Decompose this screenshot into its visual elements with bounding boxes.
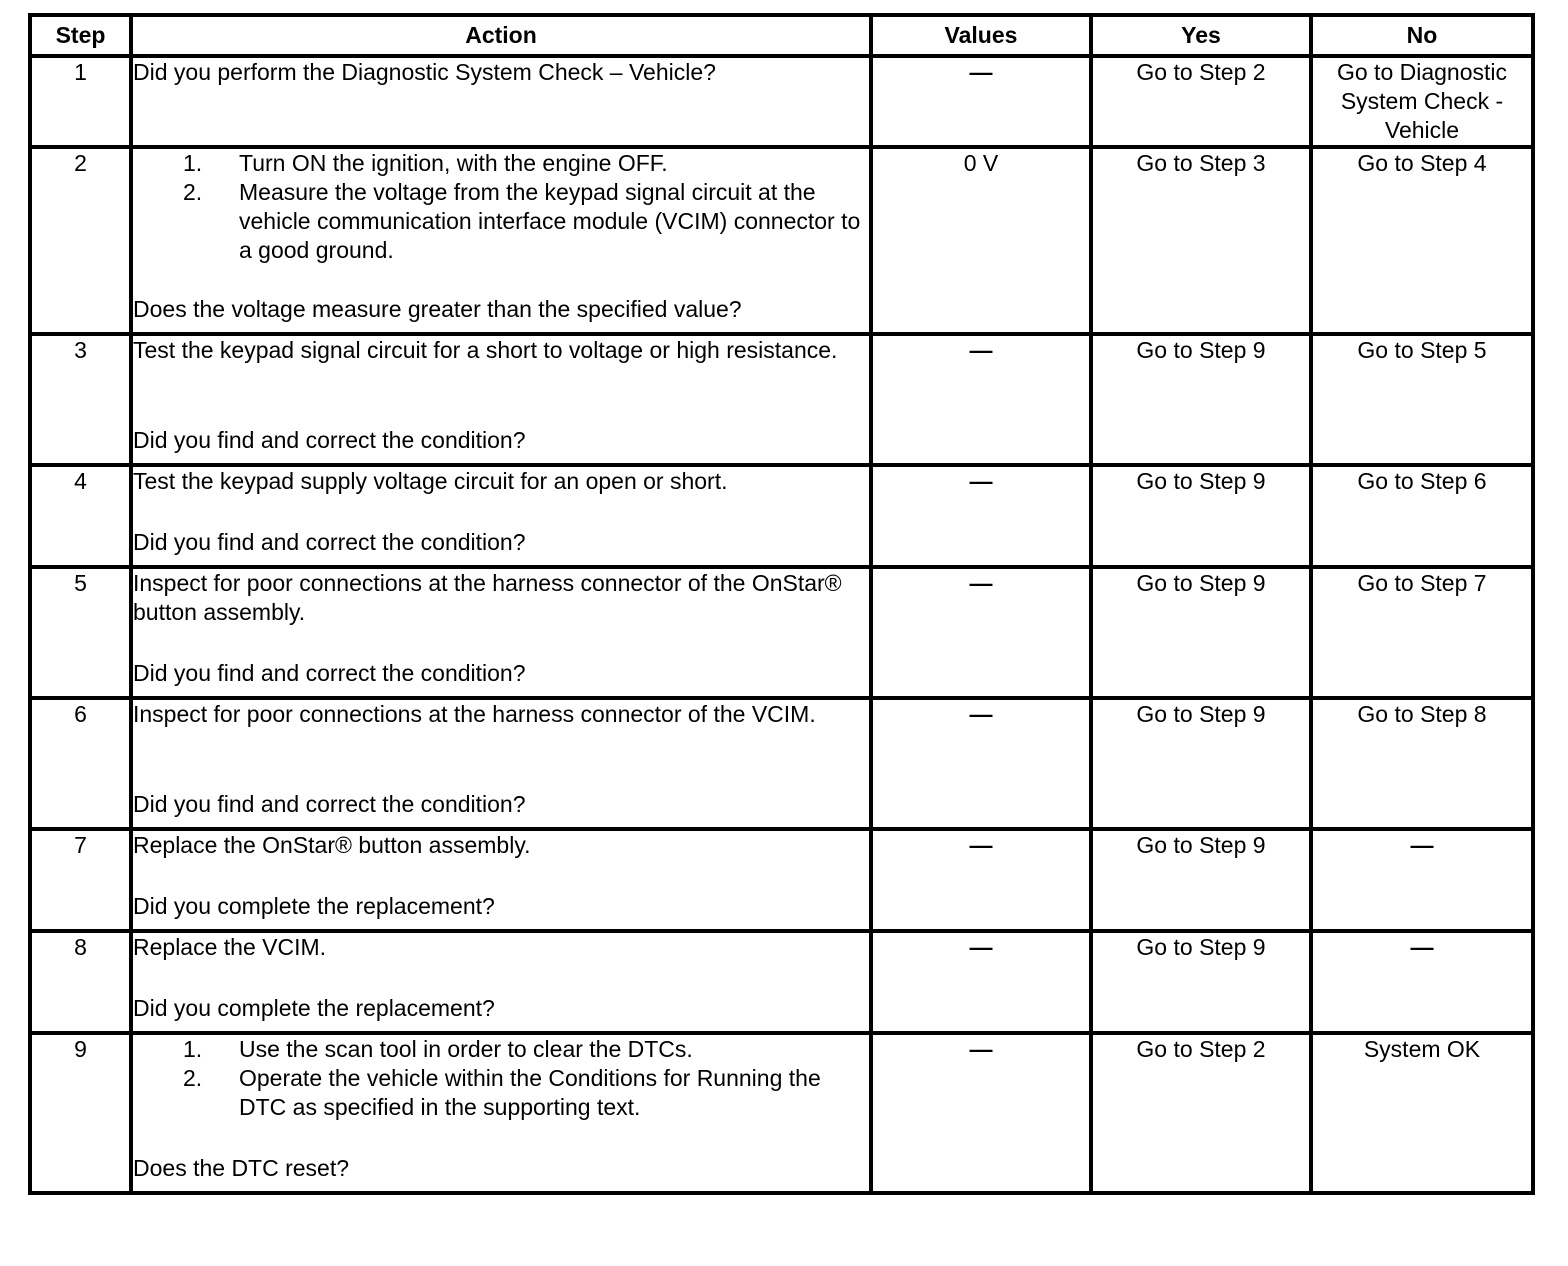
action-body: [133, 149, 869, 265]
yes-cell: Go to Step 3: [1091, 147, 1311, 334]
action-text: Did you perform the Diagnostic System Check – Vehicle?: [133, 59, 716, 85]
action-question: Did you complete the replacement?: [133, 893, 495, 919]
step-number: 5: [30, 567, 131, 698]
no-cell: Go to Step 4: [1311, 147, 1533, 334]
yes-cell: Go to Step 2: [1091, 56, 1311, 147]
action-body: [133, 1035, 869, 1122]
action-cell: [131, 829, 871, 931]
step-number: 6: [30, 698, 131, 829]
table-row: [30, 829, 1533, 931]
action-cell: [131, 334, 871, 465]
table-row: [30, 147, 1533, 334]
action-list-item: 2. Measure the voltage from the keypad signal circuit at the vehicle communication interface module (VCIM) connector to a good ground.: [183, 179, 861, 263]
action-text: Inspect for poor connections at the harness connector of the OnStar® button assembly.: [133, 570, 842, 625]
action-question: Did you find and correct the condition?: [133, 427, 526, 453]
action-question: Did you find and correct the condition?: [133, 791, 526, 817]
action-body: [133, 831, 869, 860]
step-number: 7: [30, 829, 131, 931]
action-text: Test the keypad signal circuit for a short to voltage or high resistance.: [133, 337, 838, 363]
table-row: [30, 698, 1533, 829]
yes-cell: Go to Step 2: [1091, 1033, 1311, 1193]
action-list: [133, 149, 869, 265]
header-row: [30, 15, 1533, 56]
step-number: 9: [30, 1033, 131, 1193]
action-list-item: 2. Operate the vehicle within the Conditions for Running the DTC as specified in the supporting text.: [183, 1065, 821, 1120]
action-list-item: 1. Turn ON the ignition, with the engine OFF.: [183, 150, 668, 176]
no-cell: Go to Diagnostic System Check - Vehicle: [1311, 56, 1533, 147]
value-cell: —: [871, 567, 1091, 698]
action-cell: [131, 567, 871, 698]
step-number: 4: [30, 465, 131, 567]
table-row: [30, 334, 1533, 465]
action-text: Replace the OnStar® button assembly.: [133, 832, 531, 858]
action-question: Does the DTC reset?: [133, 1155, 350, 1181]
action-body: [133, 336, 869, 365]
action-cell: [131, 465, 871, 567]
value-cell: —: [871, 1033, 1091, 1193]
action-question: Did you complete the replacement?: [133, 995, 495, 1021]
action-text: Inspect for poor connections at the harness connector of the VCIM.: [133, 701, 816, 727]
no-cell: Go to Step 8: [1311, 698, 1533, 829]
no-cell: Go to Step 6: [1311, 465, 1533, 567]
step-number: 1: [30, 56, 131, 147]
value-cell: —: [871, 465, 1091, 567]
action-cell: [131, 56, 871, 147]
table-row: [30, 56, 1533, 147]
no-cell: Go to Step 7: [1311, 567, 1533, 698]
action-cell: [131, 931, 871, 1033]
value-cell: —: [871, 931, 1091, 1033]
no-cell: —: [1311, 829, 1533, 931]
action-cell: [131, 698, 871, 829]
header-values: Values: [871, 15, 1091, 56]
action-body: [133, 569, 869, 627]
no-cell: System OK: [1311, 1033, 1533, 1193]
table-row: [30, 1033, 1533, 1193]
action-question: Did you find and correct the condition?: [133, 660, 526, 686]
action-body: [133, 700, 869, 729]
table-row: [30, 465, 1533, 567]
yes-cell: Go to Step 9: [1091, 931, 1311, 1033]
action-body: [133, 467, 869, 496]
yes-cell: Go to Step 9: [1091, 698, 1311, 829]
action-text: Replace the VCIM.: [133, 934, 327, 960]
step-number: 2: [30, 147, 131, 334]
no-cell: Go to Step 5: [1311, 334, 1533, 465]
header-step: Step: [30, 15, 131, 56]
value-cell: —: [871, 56, 1091, 147]
value-cell: —: [871, 698, 1091, 829]
no-cell: —: [1311, 931, 1533, 1033]
action-list-item: 1. Use the scan tool in order to clear the DTCs.: [183, 1036, 693, 1062]
step-number: 8: [30, 931, 131, 1033]
header-no: No: [1311, 15, 1533, 56]
action-cell: [131, 147, 871, 334]
value-cell: —: [871, 334, 1091, 465]
diagnostic-table: [28, 13, 1535, 1195]
yes-cell: Go to Step 9: [1091, 829, 1311, 931]
action-question: Did you find and correct the condition?: [133, 529, 526, 555]
table-row: [30, 931, 1533, 1033]
yes-cell: Go to Step 9: [1091, 465, 1311, 567]
action-text: Test the keypad supply voltage circuit for an open or short.: [133, 468, 728, 494]
step-number: 3: [30, 334, 131, 465]
value-cell: —: [871, 829, 1091, 931]
value-cell: 0 V: [871, 147, 1091, 334]
action-cell: [131, 1033, 871, 1193]
action-list: [133, 1035, 869, 1122]
action-body: [133, 933, 869, 962]
table-body: [30, 56, 1533, 1193]
header-action: Action: [131, 15, 871, 56]
table-row: [30, 567, 1533, 698]
yes-cell: Go to Step 9: [1091, 334, 1311, 465]
yes-cell: Go to Step 9: [1091, 567, 1311, 698]
header-yes: Yes: [1091, 15, 1311, 56]
action-question: Does the voltage measure greater than the specified value?: [133, 296, 742, 322]
action-body: [133, 58, 869, 87]
